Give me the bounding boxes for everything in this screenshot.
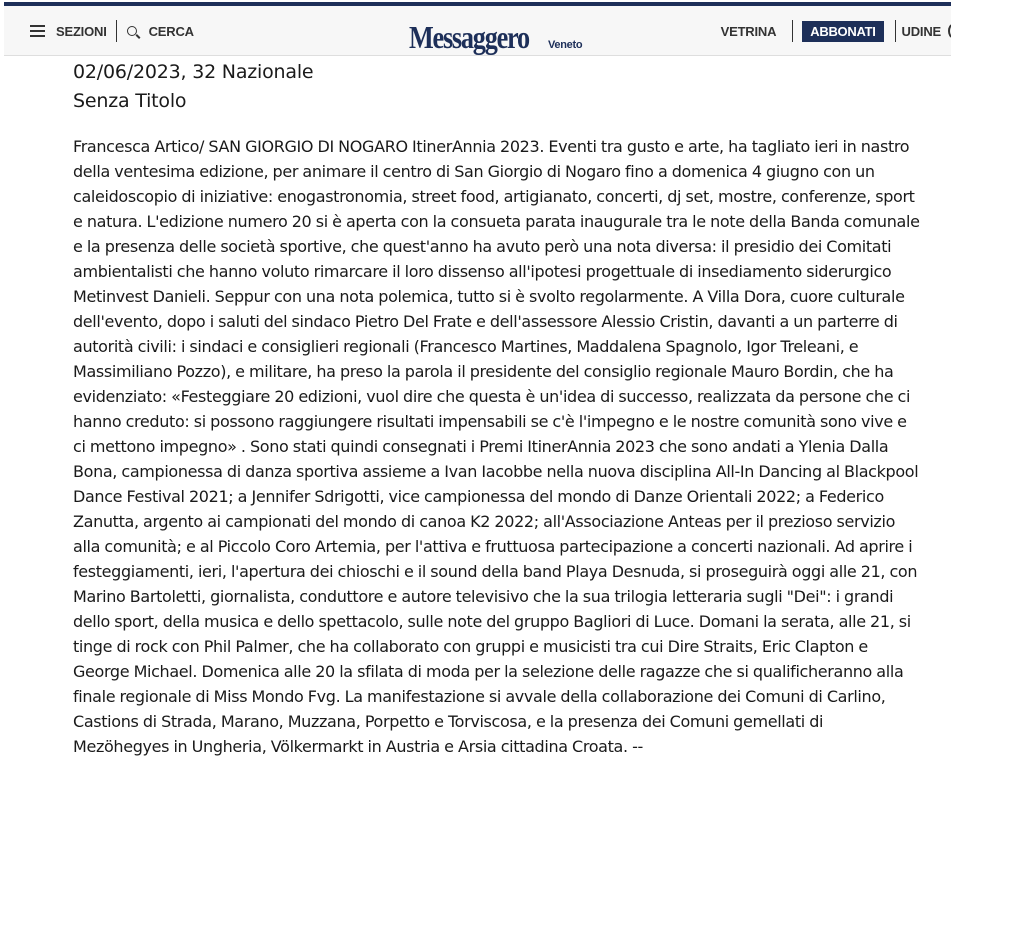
user-icon-clip bbox=[941, 24, 951, 38]
nav-divider bbox=[792, 20, 793, 42]
article-meta: 02/06/2023, 32 Nazionale bbox=[73, 61, 314, 83]
top-navigation-bar bbox=[4, 2, 951, 56]
subscribe-button[interactable]: ABBONATI bbox=[802, 21, 883, 42]
logo-main-text: Messaggero bbox=[409, 19, 529, 55]
edition-selector[interactable]: UDINE bbox=[901, 23, 941, 39]
hamburger-menu-icon[interactable] bbox=[30, 25, 45, 37]
nav-right-group bbox=[721, 6, 951, 56]
article-body: Francesca Artico/ SAN GIORGIO DI NOGARO ItinerAnnia 2023. Eventi tra gusto e arte, ha tagliato ieri in nastro della ventesima edizione, per animare il centro di San Giorgio di Nogaro fino a domenica 4 giugno con un caleidoscopio di iniziative: enogastronomia, street food, artigianato, concerti, dj set, mostre, conferenze, sport e natura. L'edizione numero 20 si è aperta con la consueta parata inaugurale tra le note della Banda comunale e la presenza delle società sportive, che quest'anno ha avuto però una nota diversa: il presidio dei Comitati ambientalisti che hanno voluto rimarcare il loro dissenso all'ipotesi progettuale di insediamento siderurgico Metinvest Danieli. Seppur con una nota polemica, tutto si è svolto regolarmente. A Villa Dora, cuore culturale dell'evento, dopo i saluti del sindaco Pietro Del Frate e dell'assessore Alessio Cristin, davanti a un parterre di autorità civili: i sindaci e consiglieri regionali (Francesco Martines, Maddalena Spagnolo, Igor Treleani, e Massimiliano Pozzo), e militare, ha preso la parola il presidente del consiglio regionale Mauro Bordin, che ha evidenziato: «Festeggiare 20 edizioni, vuol dire che questa è un'idea di successo, realizzata da persone che ci hanno creduto: si possono raggiungere risultati impensabili se c'è l'impegno e le nostre comunità sono vive e ci mettono impegno» . Sono stati quindi consegnati i Premi ItinerAnnia 2023 che sono andati a Ylenia Dalla Bona, campionessa di danza sportiva assieme a Ivan Iacobbe nella nuova disciplina All-In Dancing al Blackpool Dance Festival 2021; a Jennifer Sdrigotti, vice campionessa del mondo di Danze Orientali 2022; a Federico Zanutta, argento ai campionati del mondo di canoa K2 2022; all'Associazione Anteas per il prezioso servizio alla comunità; e al Piccolo Coro Artemia, per l'attiva e fruttuosa partecipazione a concerti nazionali. Ad aprire i festeggiamenti, ieri, l'apertura dei chioschi e il sound della band Playa Desnuda, si proseguirà oggi alle 21, con Marino Bartoletti, giornalista, conduttore e autore televisivo che la sua trilogia letteraria sugli "Dei": i grandi dello sport, della musica e dello spettacolo, sulle note del gruppo Bagliori di Luce. Domani la serata, alle 21, si tinge di rock con Phil Palmer, che ha collaborato con gruppi e musicisti tra cui Dire Straits, Eric Clapton e George Michael. Domenica alle 20 la sfilata di moda per la selezione delle ragazze che si qualificheranno alla finale regionale di Miss Mondo Fvg. La manifestazione si avvale della collaborazione dei Comuni di Carlino, Castions di Strada, Marano, Muzzana, Porpetto e Torviscosa, e la presenza dei Comuni gemellati di Mezöhegyes in Ungheria, Völkermarkt in Austria e Arsia cittadina Croata. -- bbox=[73, 137, 920, 756]
article-content bbox=[73, 58, 921, 759]
search-icon[interactable] bbox=[127, 26, 137, 36]
nav-left-group bbox=[30, 6, 194, 56]
user-account-icon[interactable] bbox=[948, 24, 951, 38]
sections-menu-link[interactable]: SEZIONI bbox=[56, 23, 107, 39]
article-title: Senza Titolo bbox=[73, 90, 187, 112]
vetrina-link[interactable]: VETRINA bbox=[720, 23, 777, 39]
site-logo[interactable] bbox=[409, 13, 583, 55]
search-link[interactable]: CERCA bbox=[148, 23, 194, 39]
nav-divider bbox=[895, 20, 896, 42]
nav-divider bbox=[116, 20, 117, 42]
logo-sub-text: Veneto bbox=[548, 39, 583, 51]
